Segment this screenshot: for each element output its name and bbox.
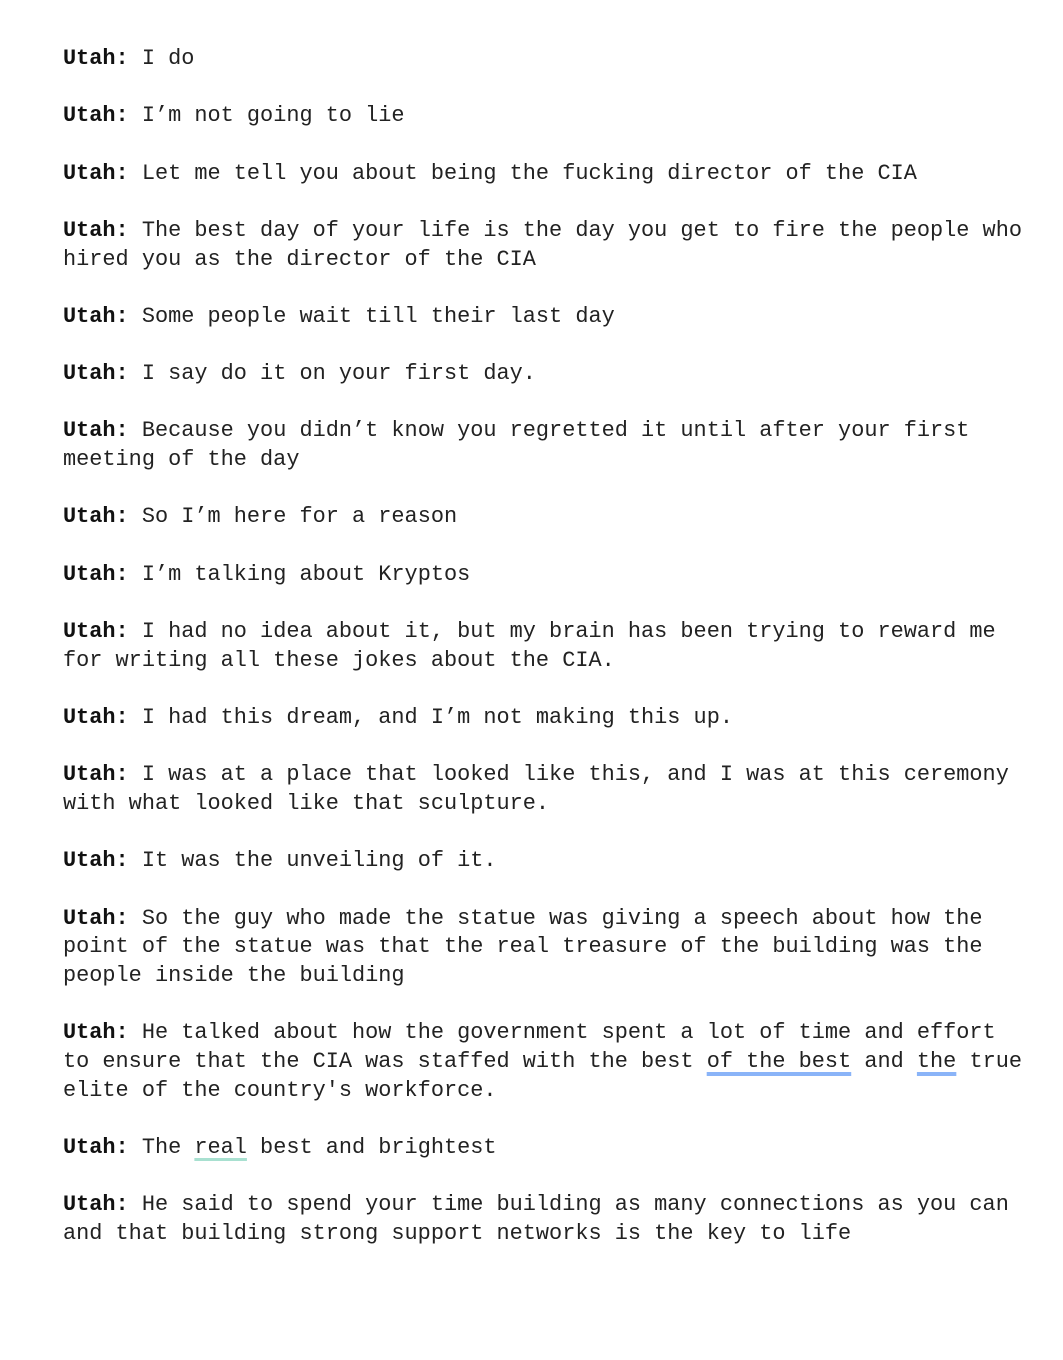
dialogue-line [63, 1134, 1023, 1163]
speaker-label: Utah: [63, 418, 129, 444]
speaker-label: Utah: [63, 561, 129, 587]
style-suggestion-underline[interactable]: real [194, 1135, 247, 1161]
dialogue-line [63, 217, 1036, 274]
dialogue-line [63, 45, 1023, 74]
speaker-label: Utah: [63, 1135, 129, 1161]
dialogue-text: The best day of your life is the day you get to fire the people who hired you as the director of the CIA [63, 217, 1036, 272]
speaker-label: Utah: [63, 361, 129, 387]
dialogue-line [63, 847, 1023, 876]
speaker-label: Utah: [63, 504, 129, 530]
dialogue-text: I had this dream, and I’m not making this up. [128, 705, 733, 731]
speaker-label: Utah: [63, 905, 129, 931]
dialogue-text: I was at a place that looked like this, and I was at this ceremony with what looked like that sculpture. [63, 762, 1022, 817]
dialogue-text: I’m not going to lie [128, 103, 405, 129]
dialogue-text: So the guy who made the statue was giving a speech about how the point of the statue was that the real treasure of the building was the people inside the building [63, 905, 996, 989]
dialogue-text: true elite of the country's workforce. [63, 1049, 1036, 1103]
dialogue-line [63, 303, 1023, 332]
dialogue-line [63, 1191, 1023, 1248]
dialogue-line [63, 618, 1023, 675]
dialogue-text: It was the unveiling of it. [128, 848, 497, 874]
dialogue-text: best and brightest [246, 1135, 497, 1161]
dialogue-text: He talked about how the government spent a lot of time and effort to ensure that the CIA was staffed with the best [63, 1020, 1009, 1075]
speaker-label: Utah: [63, 103, 129, 129]
speaker-label: Utah: [63, 1020, 129, 1046]
dialogue-text: I had no idea about it, but my brain has been trying to reward me for writing all these jokes about the CIA. [63, 619, 1009, 673]
speaker-label: Utah: [63, 705, 129, 731]
speaker-label: Utah: [63, 762, 129, 788]
dialogue-text: Let me tell you about being the fucking director of the CIA [128, 160, 917, 186]
grammar-suggestion-underline[interactable]: of the best [706, 1049, 852, 1075]
speaker-label: Utah: [63, 848, 129, 874]
document-page [63, 45, 1036, 1277]
speaker-label: Utah: [63, 1192, 129, 1218]
dialogue-text: I’m talking about Kryptos [128, 561, 471, 587]
dialogue-line [63, 417, 1023, 474]
dialogue-text: So I’m here for a reason [128, 504, 458, 530]
dialogue-text: The [128, 1135, 195, 1161]
dialogue-line [63, 102, 1023, 131]
dialogue-text: I say do it on your first day. [128, 361, 536, 387]
speaker-label: Utah: [63, 217, 129, 243]
speaker-label: Utah: [63, 619, 129, 645]
speaker-label: Utah: [63, 46, 129, 71]
speaker-label: Utah: [63, 160, 129, 186]
dialogue-line [63, 160, 1023, 189]
dialogue-line [63, 761, 1023, 818]
dialogue-line [63, 561, 1023, 590]
dialogue-line [63, 1019, 1036, 1105]
dialogue-text: Because you didn’t know you regretted it until after your first meeting of the day [63, 418, 983, 473]
dialogue-text: He said to spend your time building as many connections as you can and that building strong support networks is the key to life [63, 1192, 1022, 1247]
dialogue-line [63, 704, 1023, 733]
speaker-label: Utah: [63, 303, 129, 329]
dialogue-text: Some people wait till their last day [128, 303, 615, 329]
dialogue-line [63, 905, 1023, 991]
dialogue-line [63, 360, 1023, 389]
dialogue-line [63, 503, 1023, 532]
dialogue-text: I do [128, 46, 195, 71]
grammar-suggestion-underline[interactable]: the [916, 1049, 957, 1075]
dialogue-text: and [851, 1049, 917, 1075]
